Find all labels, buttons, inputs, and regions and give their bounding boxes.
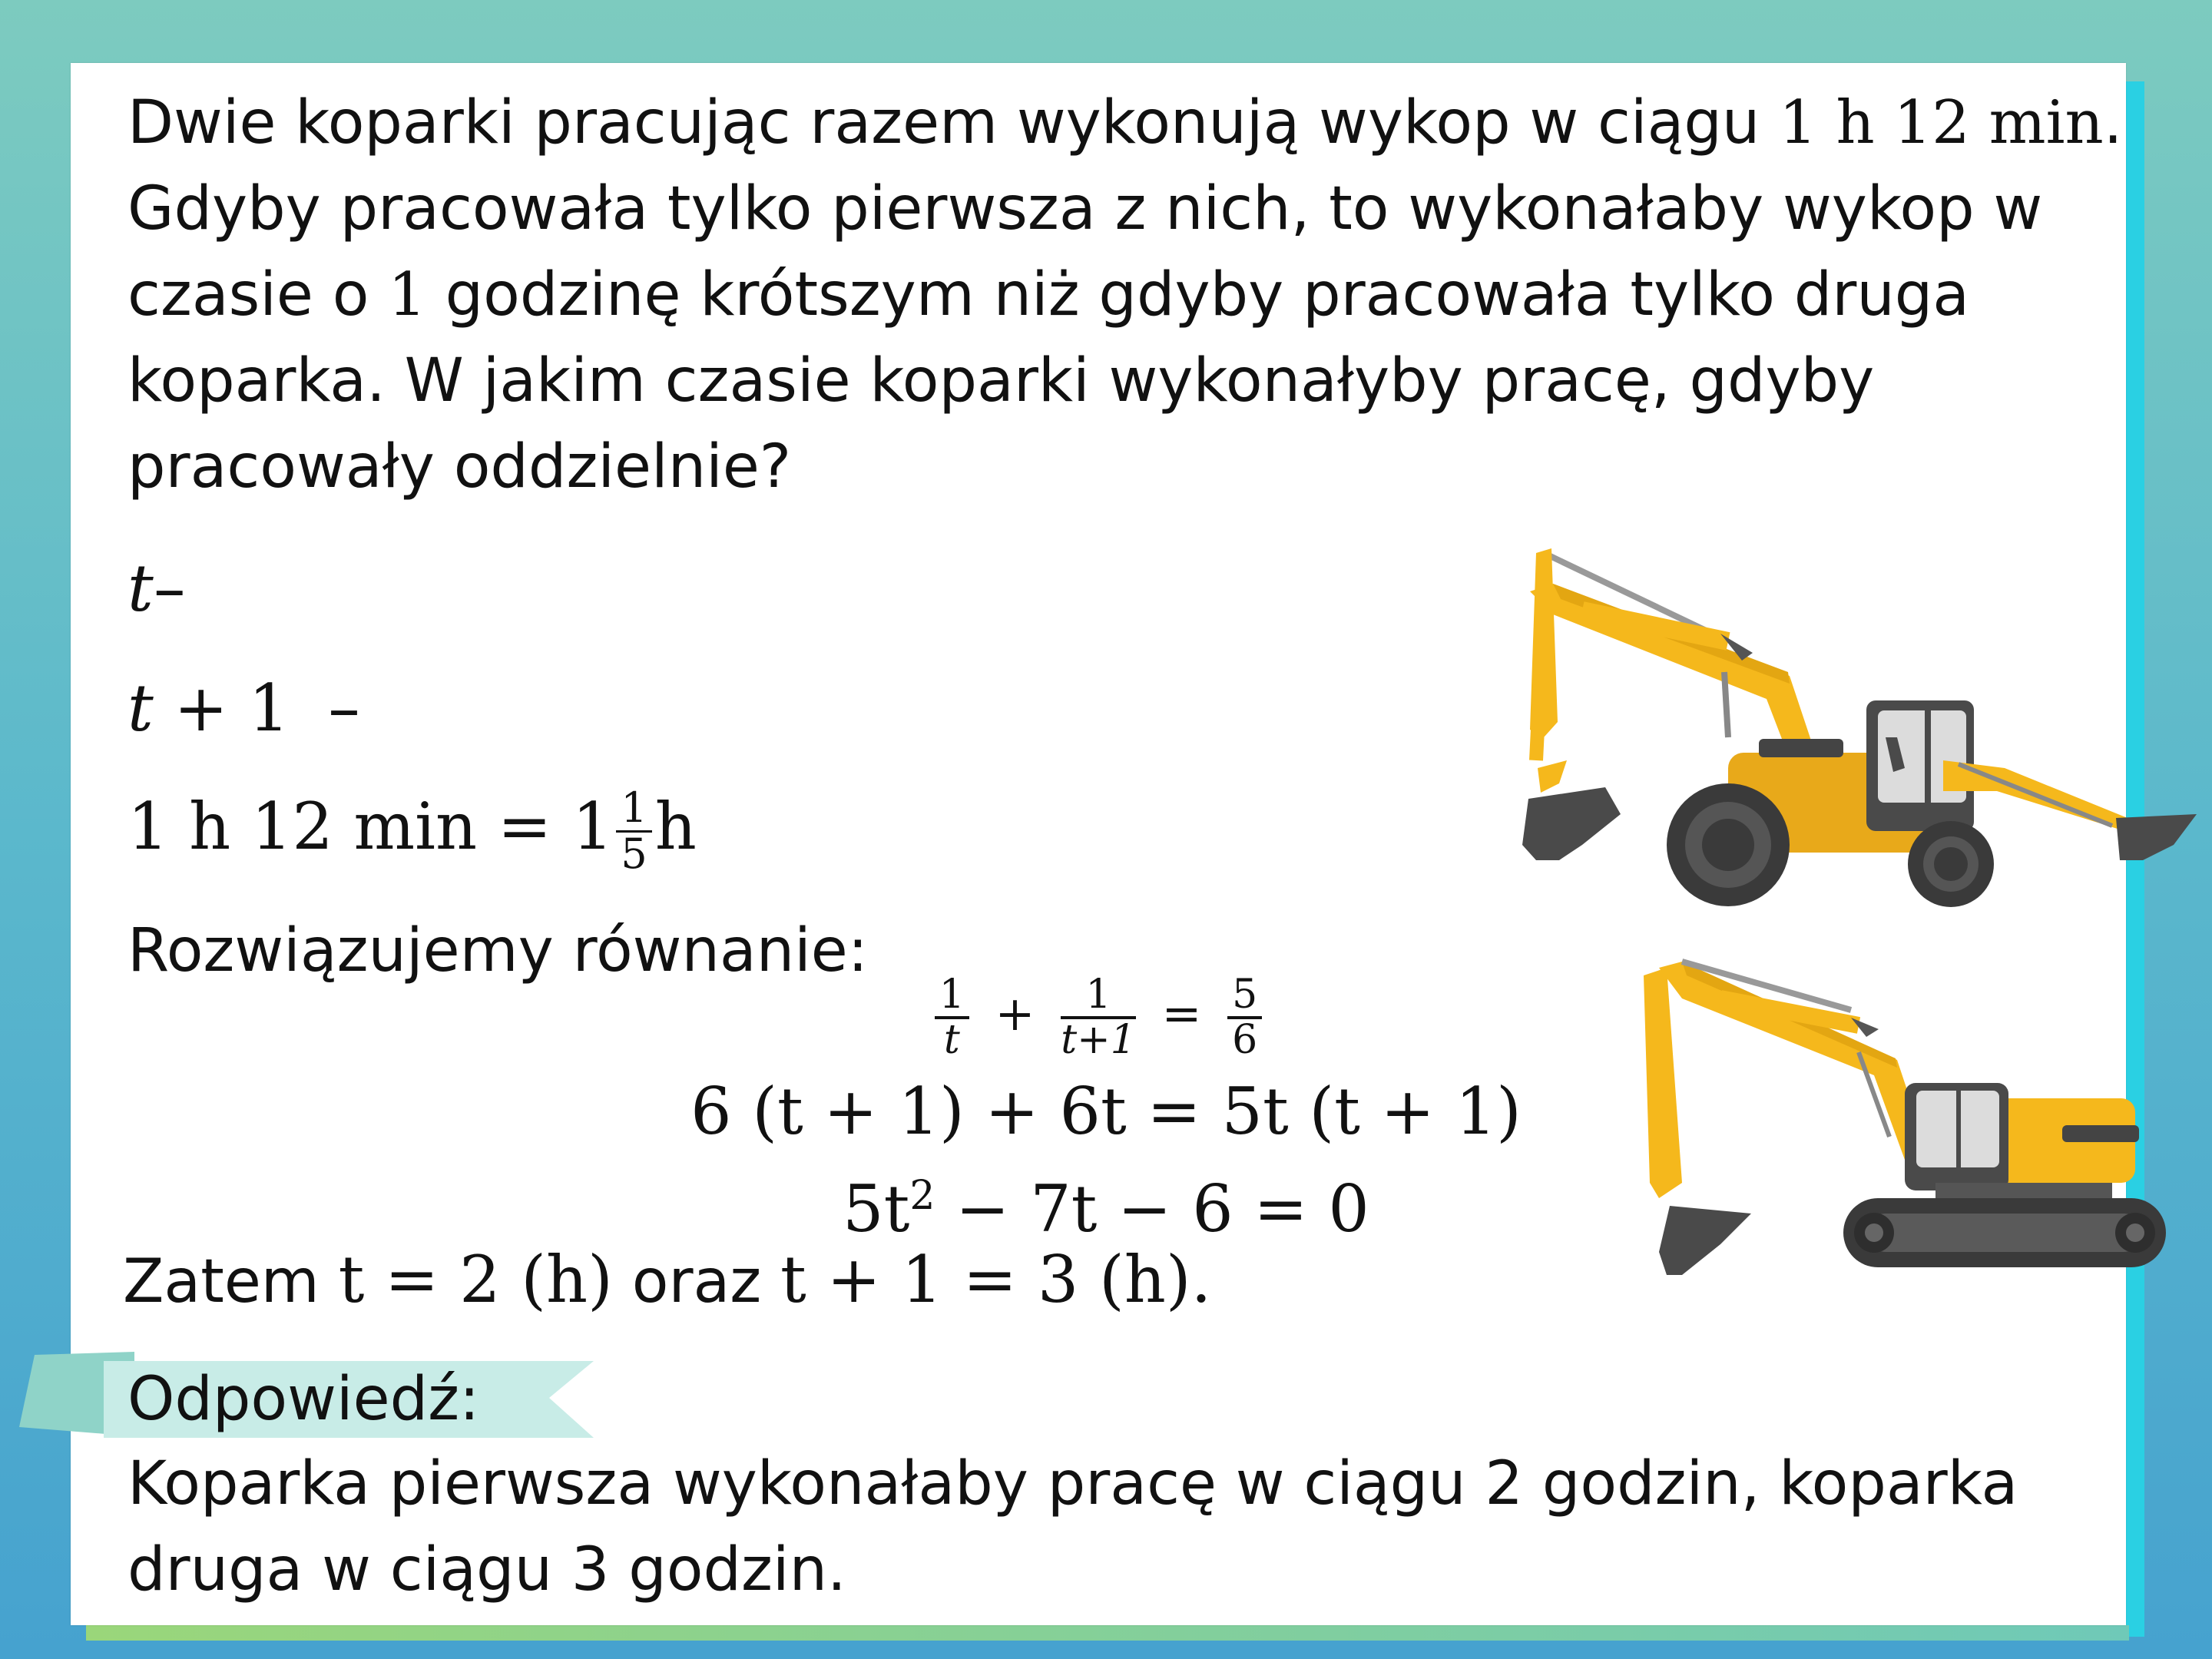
- solve-label: Rozwiązujemy równanie:: [127, 916, 869, 985]
- problem-line-2: Gdyby pracowała tylko pierwsza z nich, to wykonałaby wykop w: [127, 174, 2043, 243]
- problem-line-5: pracowały oddzielnie?: [127, 432, 792, 502]
- backhoe-excavator-illustration: [1467, 538, 2204, 922]
- answer-label: Odpowiedź:: [127, 1365, 480, 1434]
- definition-t: t–: [127, 551, 186, 626]
- equation-2: 6 (t + 1) + 6t = 5t (t + 1): [690, 1074, 1522, 1149]
- equation-1: $\frac{1}{t}$ + $\frac{1}{t+1}$ = $\frac{5}{6}$: [0, 974, 2204, 1061]
- fraction-one-fifth: $\frac{1}{5}$: [616, 786, 651, 876]
- equation-3: $5t^2 - 7t - 6 = 0$: [843, 1171, 1369, 1247]
- conclusion: Zatem t = 2 (h) oraz t + 1 = 3 (h).: [123, 1242, 1212, 1317]
- answer-line-2: druga w ciągu 3 godzin.: [127, 1535, 846, 1604]
- definition-t-plus-1: t + 1 –: [127, 671, 360, 746]
- time-conversion: 1 h 12 min = 1 $\frac{1}{5}$ h: [127, 783, 697, 878]
- tracked-excavator-illustration: [1636, 952, 2204, 1306]
- problem-line-3: czasie o 1 godzinę krótszym niż gdyby pracowała tylko druga: [127, 260, 1970, 329]
- problem-line-1: Dwie koparki pracując razem wykonują wykop w ciągu 1 h 12 min.: [127, 88, 2123, 157]
- answer-line-1: Koparka pierwsza wykonałaby pracę w ciągu 2 godzin, koparka: [127, 1449, 2018, 1518]
- problem-line-4: koparka. W jakim czasie koparki wykonałyby pracę, gdyby: [127, 346, 1875, 416]
- card-bottom-strip: [86, 1625, 2129, 1641]
